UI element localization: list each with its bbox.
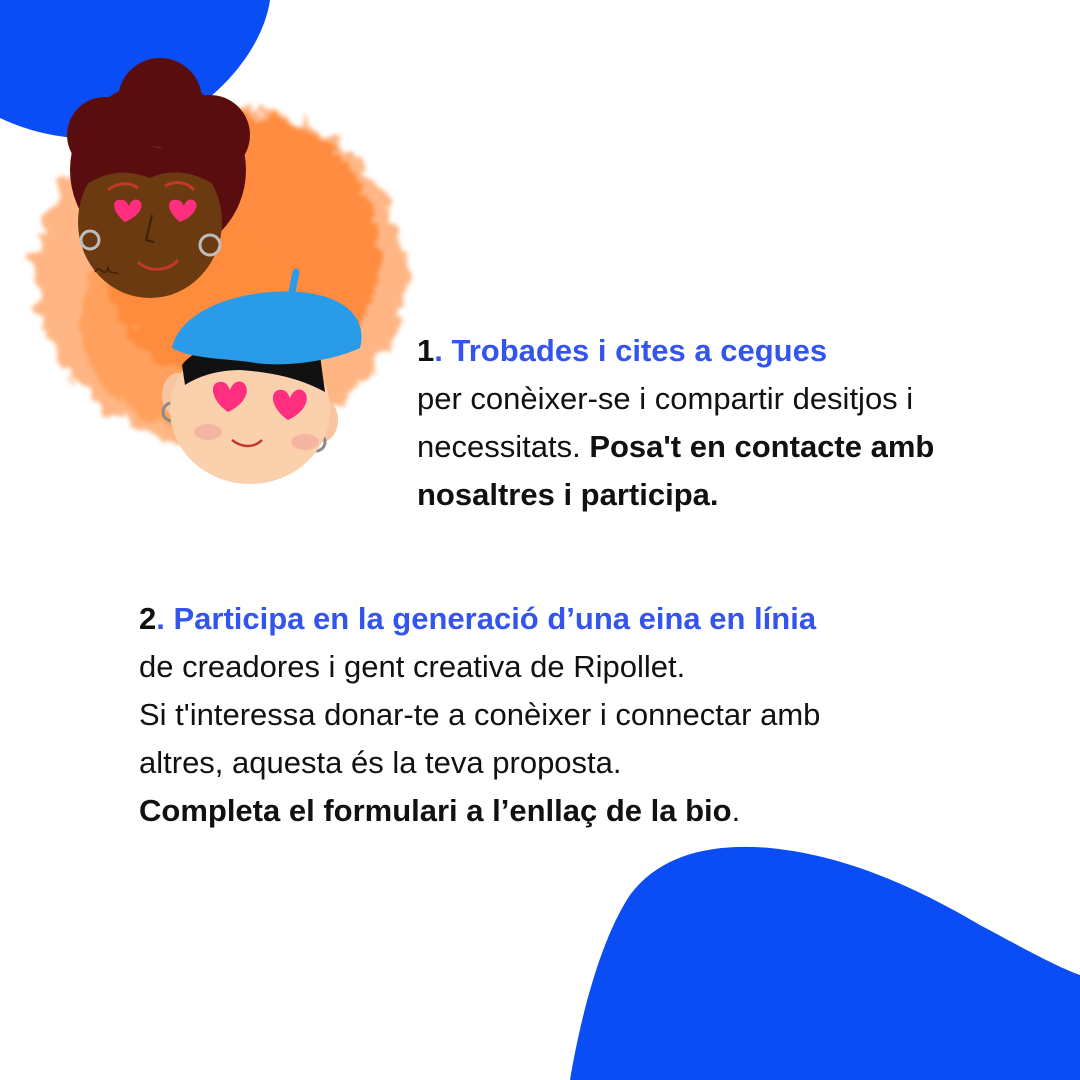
item-1-line-2-bold: Posa't en contacte amb [589,429,935,464]
item-2-block [139,595,1039,835]
item-1-block [417,327,1057,519]
item-1-line-1: per conèixer-se i compartir desitjos i [417,381,914,416]
item-2-line-4 [139,787,1039,835]
item-2-line-2: Si t'interessa donar-te a conèixer i connectar amb [139,697,821,732]
item-2-title: . Participa en la generació d’una eina en línia [156,601,817,636]
item-1-number: 1 [417,333,435,368]
item-1-line-2-normal: necessitats. [417,429,590,464]
item-2-number: 2 [139,601,157,636]
item-2-line-1: de creadores i gent creativa de Ripollet. [139,649,686,684]
blue-blob-bottom-right [570,847,1080,1080]
item-1-line-2 [417,423,1057,471]
item-2-line-4-end: . [731,793,741,828]
item-2-line-4-bold: Completa el formulari a l’enllaç de la bio [139,793,732,828]
item-2-heading [139,595,1039,643]
item-1-title: . Trobades i cites a cegues [434,333,828,368]
item-1-heading [417,327,1057,375]
item-2-line-3: altres, aquesta és la teva proposta. [139,745,622,780]
item-1-line-3: nosaltres i participa. [417,477,719,512]
